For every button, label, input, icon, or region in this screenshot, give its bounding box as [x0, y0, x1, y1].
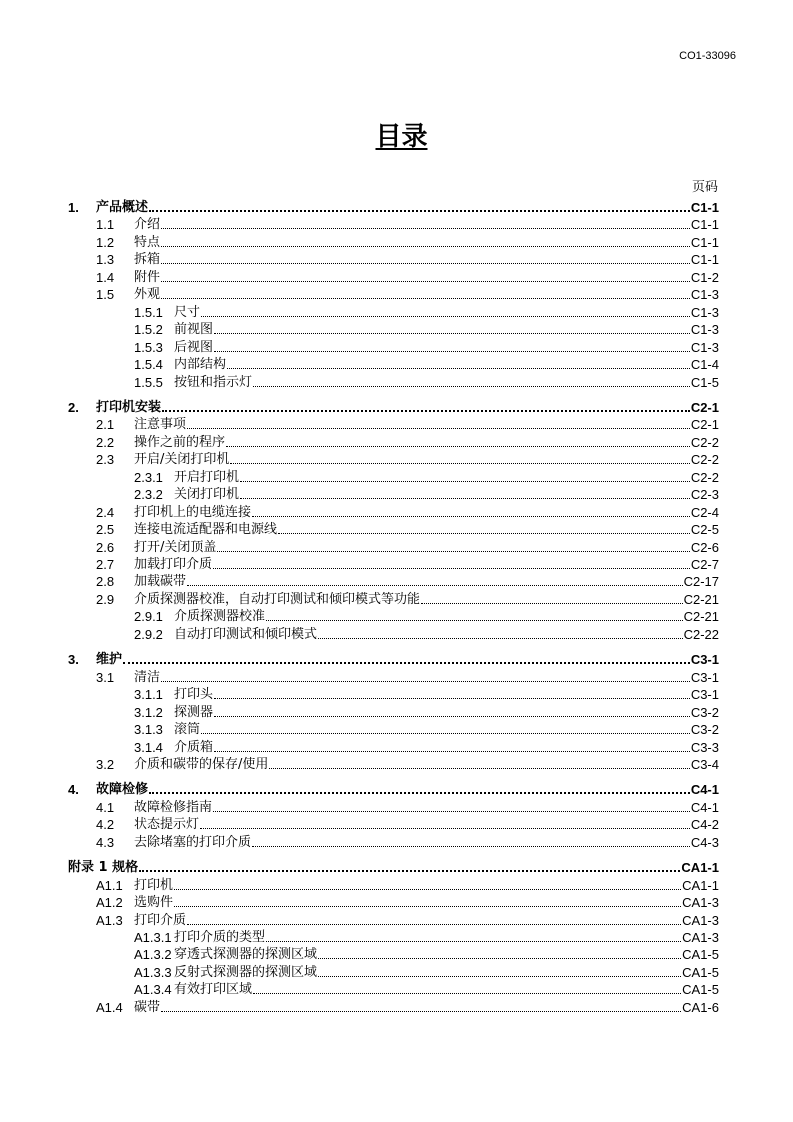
- toc-entry-number: 2.3.2: [134, 487, 163, 503]
- toc-entry-number: 1.2: [96, 234, 115, 250]
- toc-entry[interactable]: [0, 285, 719, 302]
- dot-leader: [161, 681, 690, 682]
- toc-entry-page: C4-3: [690, 834, 719, 850]
- toc-entry[interactable]: [0, 373, 719, 390]
- toc-entry-number: 2.9.2: [134, 626, 163, 642]
- dot-leader: [161, 1011, 681, 1012]
- toc-entry-page: C1-1: [690, 200, 719, 215]
- toc-entry-label: 内部结构: [174, 357, 227, 373]
- dot-leader: [174, 889, 681, 890]
- toc-entry-page: C2-6: [690, 539, 719, 555]
- dot-leader: [200, 828, 690, 829]
- toc-entry[interactable]: [0, 555, 719, 572]
- toc-entry[interactable]: [0, 590, 719, 607]
- toc-entry-number: 3.1.3: [134, 722, 163, 738]
- toc-entry-page: CA1-5: [682, 964, 719, 980]
- toc-entry-label: 介质箱: [174, 739, 214, 755]
- toc-entry-label: 产品概述: [96, 200, 149, 215]
- dot-leader: [123, 662, 690, 664]
- dot-leader: [139, 870, 680, 872]
- toc-entry-label: 维护: [96, 652, 123, 668]
- toc-entry[interactable]: [0, 893, 719, 910]
- toc-entry-page: C4-1: [690, 782, 719, 798]
- toc-entry-page: C3-4: [690, 756, 719, 772]
- toc-entry-label: 附件: [134, 269, 161, 285]
- dot-leader: [318, 638, 683, 639]
- toc-entry-number: 3.1.1: [134, 687, 163, 703]
- toc-entry-page: C3-2: [690, 722, 719, 738]
- toc-entry-page: C1-1: [690, 217, 719, 233]
- dot-leader: [214, 716, 690, 717]
- toc-entry[interactable]: [0, 755, 719, 772]
- toc-entry[interactable]: [0, 572, 719, 589]
- toc-entry[interactable]: [0, 415, 719, 432]
- toc-entry-label: 操作之前的程序: [134, 434, 226, 450]
- toc-entry-page: C2-4: [690, 504, 719, 520]
- toc-entry-label: 自动打印测试和倾印模式: [174, 626, 318, 642]
- toc-entry-page: CA1-1: [681, 860, 719, 876]
- dot-leader: [266, 620, 683, 621]
- dot-leader: [187, 924, 681, 925]
- dot-leader: [161, 298, 690, 299]
- toc-entry-label: 介质探测器校准，自动打印测试和倾印模式等功能: [134, 591, 421, 607]
- toc-entry-number: 1.5.2: [134, 322, 163, 338]
- dot-leader: [253, 993, 681, 994]
- toc-entry-number: A1.1: [96, 877, 123, 893]
- toc-entry-page: C2-21: [683, 591, 719, 607]
- toc-entry[interactable]: [0, 858, 719, 875]
- toc-entry[interactable]: [0, 503, 719, 520]
- toc-entry-page: CA1-3: [682, 930, 719, 945]
- toc-entry-number: 2.8: [96, 574, 115, 590]
- toc-entry-number: A1.3: [96, 912, 123, 928]
- toc-entry[interactable]: [0, 468, 719, 485]
- dot-leader: [161, 246, 690, 247]
- toc-entry[interactable]: [0, 433, 719, 450]
- toc-entry[interactable]: [0, 998, 719, 1015]
- toc-entry-page: C1-3: [690, 287, 719, 303]
- toc-entry-number: A1.3.2: [134, 947, 172, 963]
- toc-entry-label: 外观: [134, 287, 161, 303]
- toc-entry-label: 前视图: [174, 322, 214, 338]
- toc-entry-label: 打印机安装: [96, 399, 162, 415]
- toc-entry[interactable]: [0, 215, 719, 232]
- toc-entry-page: C3-1: [690, 652, 719, 668]
- toc-entry-label: 介绍: [134, 217, 161, 233]
- toc-entry-number: 3.2: [96, 756, 115, 772]
- toc-entry[interactable]: [0, 250, 719, 267]
- toc-entry-number: 3.: [68, 652, 79, 668]
- dot-leader: [269, 768, 689, 769]
- toc-entry[interactable]: [0, 338, 719, 355]
- toc-entry-page: C2-2: [690, 452, 719, 468]
- dot-leader: [421, 603, 683, 604]
- toc-entry-page: C3-1: [690, 669, 719, 685]
- toc-entry-number: 1.5.1: [134, 304, 163, 320]
- toc-entry-page: C1-3: [690, 339, 719, 355]
- toc-entry[interactable]: [0, 303, 719, 320]
- toc-entry-page: C2-21: [683, 609, 719, 625]
- toc-entry-label: 尺寸: [174, 304, 201, 320]
- dot-leader: [149, 792, 690, 794]
- toc-entry-number: 2.4: [96, 504, 115, 520]
- toc-entry[interactable]: [0, 876, 719, 893]
- toc-entry-label: 打印介质的类型: [174, 930, 266, 945]
- toc-entry-number: A1.2: [96, 895, 123, 911]
- toc-entry-number: 1.1: [96, 217, 115, 233]
- toc-entry-label: 介质探测器校准: [174, 609, 266, 625]
- toc-entry-number: 2.2: [96, 434, 115, 450]
- dot-leader: [266, 941, 681, 942]
- toc-entry[interactable]: [0, 720, 719, 737]
- toc-entry[interactable]: [0, 650, 719, 667]
- toc-entry-number: 2.3: [96, 452, 115, 468]
- toc-entry[interactable]: [0, 538, 719, 555]
- toc-entry[interactable]: [0, 780, 719, 797]
- toc-entry[interactable]: [0, 198, 719, 215]
- dot-leader: [201, 316, 690, 317]
- toc-entry-number: 2.6: [96, 539, 115, 555]
- toc-entry-number: 3.1.2: [134, 704, 163, 720]
- toc-entry-number: 1.5.3: [134, 339, 163, 355]
- toc-entry-label: 开启打印机: [174, 469, 240, 485]
- toc-entry-label: 清洁: [134, 669, 161, 685]
- toc-entry-page: CA1-3: [682, 912, 719, 928]
- toc-entry-label: 连接电流适配器和电源线: [134, 522, 278, 538]
- toc-entry-number: 2.1: [96, 417, 115, 433]
- toc-entry-page: CA1-6: [682, 999, 719, 1015]
- toc-entry-label: 故障检修指南: [134, 799, 213, 815]
- toc-entry[interactable]: [0, 320, 719, 337]
- toc-entry-label: 反射式探测器的探测区域: [174, 964, 318, 980]
- toc-entry-label: 打印头: [174, 687, 214, 703]
- toc-entry-label: 特点: [134, 234, 161, 250]
- toc-entry-page: C2-5: [690, 522, 719, 538]
- toc-entry-label: 滚筒: [174, 722, 201, 738]
- toc-entry[interactable]: [0, 685, 719, 702]
- toc-entry-page: C2-7: [690, 557, 719, 572]
- toc-entry-page: C2-3: [690, 487, 719, 503]
- toc-entry-label: 拆箱: [134, 252, 161, 268]
- toc-entry-number: 4.1: [96, 799, 115, 815]
- toc-entry-page: C1-1: [690, 234, 719, 250]
- toc-entry-number: 2.9.1: [134, 609, 163, 625]
- toc-entry-label: 选购件: [134, 895, 174, 911]
- toc-entry-page: C3-3: [690, 739, 719, 755]
- toc-entry-page: C1-3: [690, 322, 719, 338]
- toc-entry-number: 2.9: [96, 591, 115, 607]
- toc-entry-label: 故障检修: [96, 782, 149, 798]
- dot-leader: [161, 281, 690, 282]
- toc-entry[interactable]: [0, 911, 719, 928]
- dot-leader: [187, 428, 690, 429]
- dot-leader: [318, 976, 681, 977]
- toc-entry[interactable]: [0, 233, 719, 250]
- toc-entry-label: 状态提示灯: [134, 817, 200, 833]
- toc-entry-label: 打印机: [134, 877, 174, 893]
- toc-entry-page: C3-2: [690, 704, 719, 720]
- dot-leader: [214, 333, 690, 334]
- toc-entry[interactable]: [0, 398, 719, 415]
- toc-entry[interactable]: [0, 815, 719, 832]
- toc-entry-number: 2.: [68, 399, 79, 415]
- toc-entry-page: C1-1: [690, 252, 719, 268]
- dot-leader: [226, 446, 690, 447]
- toc-entry[interactable]: [0, 963, 719, 980]
- dot-leader: [230, 463, 689, 464]
- toc-entry-label: 关闭打印机: [174, 487, 240, 503]
- toc-entry-page: C2-1: [690, 399, 719, 415]
- toc-entry-label: 介质和碳带的保存/使用: [134, 756, 269, 772]
- dot-leader: [187, 585, 683, 586]
- toc-entry-number: 1.4: [96, 269, 115, 285]
- toc-entry-page: C2-2: [690, 434, 719, 450]
- toc-entry-number: 4.: [68, 782, 79, 798]
- toc-entry-label: 按钮和指示灯: [174, 374, 253, 390]
- dot-leader: [213, 568, 690, 569]
- toc-entry-page: C4-1: [690, 799, 719, 815]
- toc-entry-label: 打印机上的电缆连接: [134, 504, 252, 520]
- dot-leader: [214, 751, 690, 752]
- toc-entry-page: C2-17: [683, 574, 719, 590]
- toc-entry-number: 4.3: [96, 834, 115, 850]
- toc-entry-number: 2.5: [96, 522, 115, 538]
- toc-entry-number: A1.3.3: [134, 964, 172, 980]
- toc-entry-page: C4-2: [690, 817, 719, 833]
- toc-entry[interactable]: [0, 980, 719, 997]
- toc-entry-number: A1.3.4: [134, 982, 172, 998]
- toc-entry-page: CA1-5: [682, 947, 719, 963]
- toc-entry-page: CA1-1: [682, 877, 719, 893]
- toc-entry-number: 3.1: [96, 669, 115, 685]
- toc-entry[interactable]: [0, 450, 719, 467]
- document-code: CO1-33096: [679, 50, 736, 62]
- dot-leader: [318, 958, 681, 959]
- toc-entry-page: CA1-3: [682, 895, 719, 911]
- toc-entry-page: C1-4: [690, 357, 719, 373]
- toc-entry-number: 2.7: [96, 557, 115, 572]
- toc-entry[interactable]: [0, 945, 719, 962]
- toc-entry-number: 2.3.1: [134, 469, 163, 485]
- toc-entry-label: 加载打印介质: [134, 557, 213, 572]
- toc-entry-number: 1.5.5: [134, 374, 163, 390]
- toc-entry-page: C1-5: [690, 374, 719, 390]
- toc-entry-page: C2-1: [690, 417, 719, 433]
- toc-entry[interactable]: [0, 268, 719, 285]
- dot-leader: [252, 846, 690, 847]
- toc-entry-label: 开启/关闭打印机: [134, 452, 230, 468]
- toc-entry[interactable]: [0, 928, 719, 945]
- toc-entry-number: A1.4: [96, 999, 123, 1015]
- toc-entry[interactable]: [0, 485, 719, 502]
- toc-entry-label: 后视图: [174, 339, 214, 355]
- dot-leader: [227, 368, 690, 369]
- page-column-header: 页码: [691, 180, 718, 195]
- toc-entry[interactable]: [0, 668, 719, 685]
- dot-leader: [214, 698, 690, 699]
- toc-entry-number: A1.3.1: [134, 930, 172, 945]
- toc-entry[interactable]: [0, 607, 719, 624]
- dot-leader: [161, 228, 690, 229]
- toc-entry[interactable]: [0, 738, 719, 755]
- toc-entry-number: 4.2: [96, 817, 115, 833]
- dot-leader: [278, 533, 690, 534]
- dot-leader: [217, 551, 689, 552]
- toc-entry-number: 1.3: [96, 252, 115, 268]
- toc-entry[interactable]: [0, 625, 719, 642]
- toc-entry-number: 1.5.4: [134, 357, 163, 373]
- dot-leader: [213, 811, 690, 812]
- page-title: 目录: [375, 122, 428, 152]
- toc-entry-number: 1.5: [96, 287, 115, 303]
- toc-entry-label: 穿透式探测器的探测区域: [174, 947, 318, 963]
- toc-entry-page: C2-22: [683, 626, 719, 642]
- dot-leader: [201, 733, 690, 734]
- toc-entry-label: 打印介质: [134, 912, 187, 928]
- dot-leader: [214, 351, 690, 352]
- dot-leader: [162, 410, 690, 412]
- toc-entry-page: C2-2: [690, 469, 719, 485]
- toc-entry[interactable]: [0, 833, 719, 850]
- toc-entry-page: C1-3: [690, 304, 719, 320]
- toc-entry-page: C3-1: [690, 687, 719, 703]
- toc-entry-label: 加载碳带: [134, 574, 187, 590]
- dot-leader: [252, 516, 690, 517]
- dot-leader: [240, 481, 690, 482]
- dot-leader: [149, 210, 690, 212]
- toc-entry-label: 注意事项: [134, 417, 187, 433]
- toc-entry[interactable]: [0, 355, 719, 372]
- toc-entry[interactable]: [0, 520, 719, 537]
- toc-entry-label: 附录 1 规格: [68, 860, 139, 876]
- toc-entry-page: C1-2: [690, 269, 719, 285]
- toc-entry-label: 去除堵塞的打印介质: [134, 834, 252, 850]
- dot-leader: [253, 386, 690, 387]
- dot-leader: [174, 906, 681, 907]
- toc-entry-page: CA1-5: [682, 982, 719, 998]
- dot-leader: [161, 263, 690, 264]
- toc-entry[interactable]: [0, 798, 719, 815]
- toc-entry[interactable]: [0, 703, 719, 720]
- toc-entry-label: 碳带: [134, 999, 161, 1015]
- toc-entry-label: 有效打印区域: [174, 982, 253, 998]
- toc-entry-label: 探测器: [174, 704, 214, 720]
- toc-entry-number: 3.1.4: [134, 739, 163, 755]
- dot-leader: [240, 498, 690, 499]
- toc-entry-label: 打开/关闭顶盖: [134, 539, 217, 555]
- toc-entry-number: 1.: [68, 200, 79, 215]
